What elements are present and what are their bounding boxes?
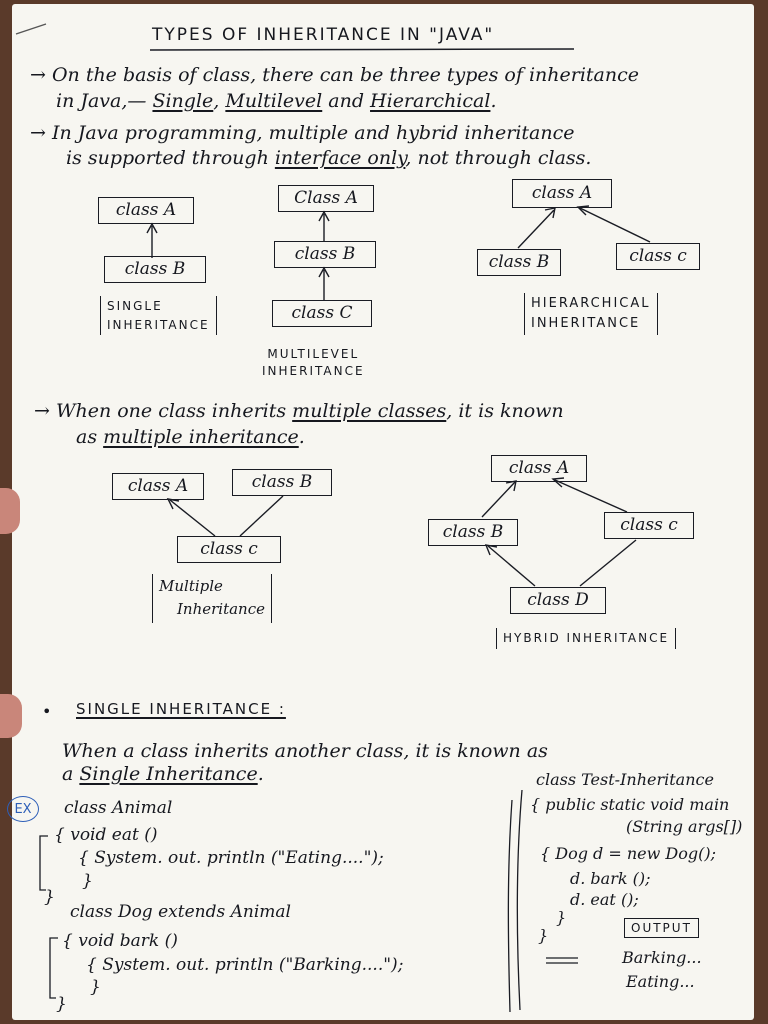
code-right-0: class Test-Inheritance [536,770,714,789]
hybrid-class-d-box: class D [510,587,606,614]
multilevel-class-a-box: Class A [278,185,374,212]
code-left-0: class Animal [64,798,173,818]
page-title: TYPES OF INHERITANCE IN "JAVA" [152,25,495,45]
single-inheritance-term: Single Inheritance [79,763,258,785]
single-def-line2 [62,765,264,784]
interface-only-term: interface only [274,147,406,169]
code-left-7: { System. out. println ("Barking...."); [86,955,404,975]
hybrid-class-b-box: class B [428,519,518,546]
code-left-8: } [90,977,101,997]
para2-line2 [66,149,591,168]
code-right-4: d. bark (); [570,869,651,888]
single-def-line1: When a class inherits another class, it is known as [62,740,548,762]
para2-suffix: , not through class. [405,147,592,169]
single-class-a-box: class A [98,197,194,224]
code-right-3: { Dog d = new Dog(); [540,844,717,863]
thumb [0,488,20,534]
multilevel-term: Multilevel [225,90,323,112]
multilevel-caption [262,346,365,381]
multiple-class-a-box: class A [112,473,204,500]
single-def-prefix: a [62,763,80,785]
hierarchical-term: Hierarchical [370,90,491,112]
code-right-5: d. eat (); [570,890,639,909]
para2-line1: → In Java programming, multiple and hybrid inheritance [30,122,575,144]
example-badge: EX [7,796,39,822]
code-right-7: } [538,926,549,945]
para2-prefix: is supported through [66,147,275,169]
code-left-2: { System. out. println ("Eating...."); [78,848,384,868]
multilevel-class-b-box: class B [274,241,376,268]
hierarchical-caption-line1: HIERARCHICAL [531,296,651,311]
output-line-0: Barking... [622,948,702,967]
multiple-class-c-box: class c [177,536,281,563]
output-label: OUTPUT [624,918,699,938]
code-left-5: class Dog extends Animal [70,902,291,922]
single-def-period: . [257,763,264,785]
hierarchical-caption [524,293,658,335]
para3-suffix: , it is known [446,400,564,422]
para1-prefix: in Java,— [56,90,153,112]
para3-period: . [298,426,305,448]
para1-line2 [56,92,496,111]
para1-comma: , [213,90,226,112]
hybrid-caption: HYBRID INHERITANCE [496,628,676,649]
multilevel-caption-line2: INHERITANCE [262,364,365,379]
para3-prefix: → When one class inherits [34,400,293,422]
para1-period: . [490,90,497,112]
section-bullet: • [42,702,52,721]
hierarchical-class-a-box: class A [512,179,612,208]
multiple-class-b-box: class B [232,469,332,496]
multiple-caption [152,574,272,623]
thumb-lower [0,694,22,738]
single-caption-line1: SINGLE [107,299,163,313]
para1-and: and [322,90,371,112]
code-left-4: } [44,887,55,907]
para3-as: as [76,426,104,448]
code-left-1: { void eat () [54,825,158,845]
code-left-9: } [56,994,67,1014]
single-caption-line2: INHERITANCE [107,317,210,332]
para1-line1: → On the basis of class, there can be three types of inheritance [30,64,639,86]
single-class-b-box: class B [104,256,206,283]
code-right-2: (String args[]) [626,817,743,836]
code-right-6: } [556,908,567,927]
hybrid-class-a-box: class A [491,455,587,482]
single-inheritance-heading: SINGLE INHERITANCE : [76,700,286,718]
code-left-6: { void bark () [62,931,178,951]
multiple-caption-line2: Inheritance [177,600,266,619]
hierarchical-class-c-box: class c [616,243,700,270]
output-line-1: Eating... [626,972,695,991]
hierarchical-class-b-box: class B [477,249,561,276]
code-left-3: } [82,871,93,891]
para3-line1 [34,402,564,421]
para3-line2 [76,428,305,447]
hybrid-class-c-box: class c [604,512,694,539]
hierarchical-caption-line2: INHERITANCE [531,316,641,332]
multiple-classes-term: multiple classes [292,400,447,422]
multilevel-caption-line1: MULTILEVEL [267,347,360,361]
code-right-1: { public static void main [530,795,730,814]
multilevel-class-c-box: class C [272,300,372,327]
single-term: Single [152,90,214,112]
single-caption [100,296,217,335]
multiple-inheritance-term: multiple inheritance [103,426,299,448]
multiple-caption-line1: Multiple [159,577,223,595]
